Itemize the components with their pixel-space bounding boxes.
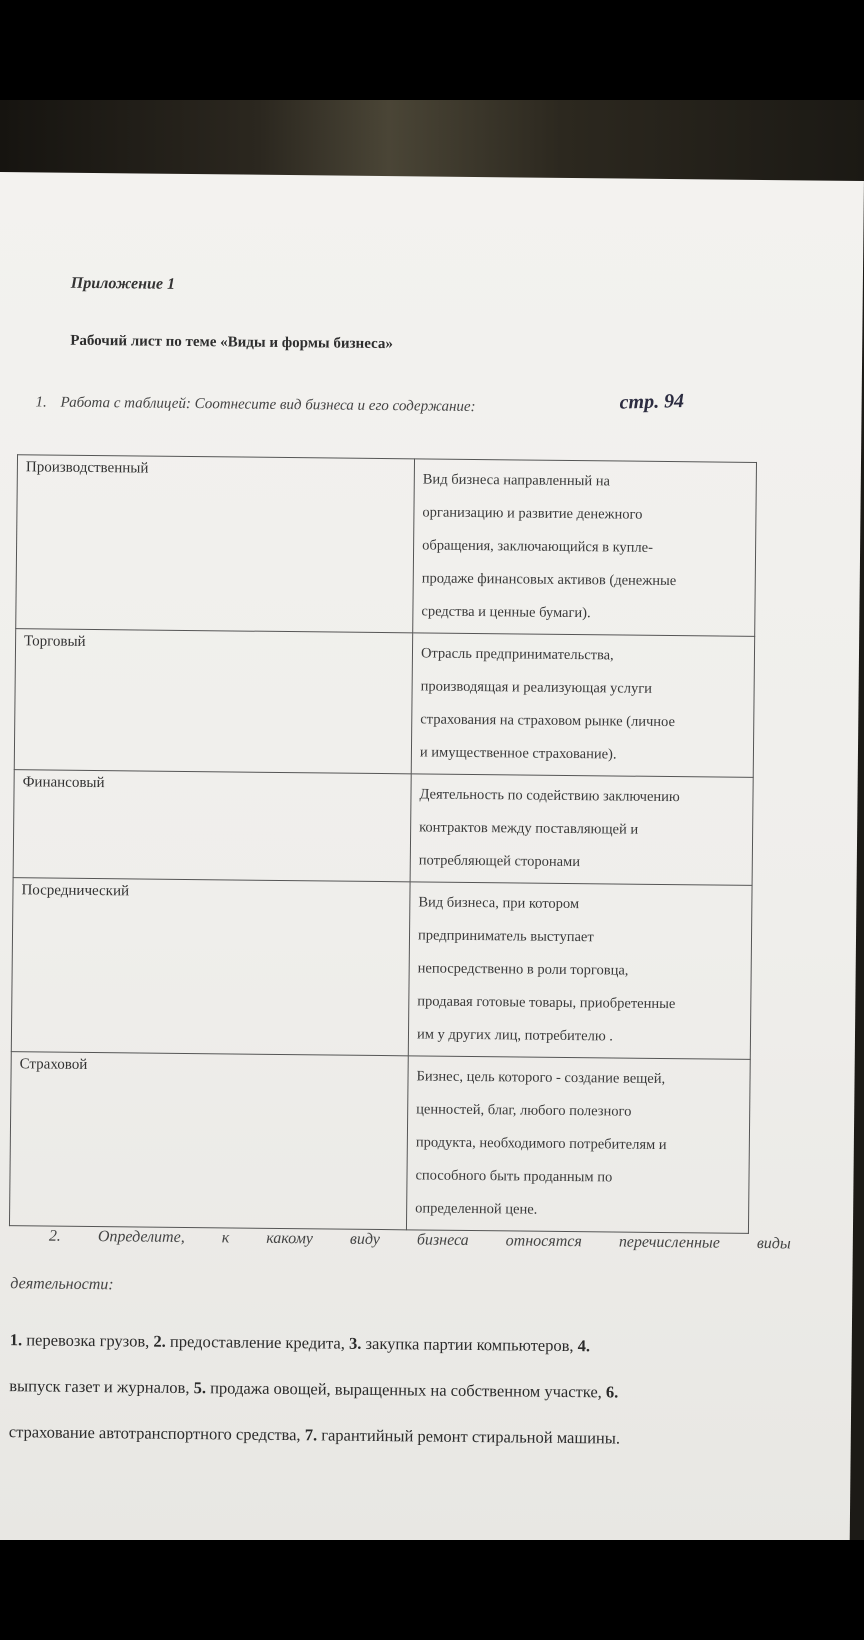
task-2-word: Определите,	[97, 1228, 185, 1246]
description-line: определенной цене.	[415, 1200, 538, 1218]
activity-text: предоставление кредита,	[165, 1331, 350, 1353]
business-type-cell: Посреднический	[11, 878, 410, 1056]
handwritten-page-note: стр. 94	[619, 390, 685, 414]
activity-text: гарантийный ремонт стиральной машины.	[317, 1425, 621, 1448]
description-line: организацию и развитие денежного	[422, 504, 643, 523]
activities-line-1	[10, 1317, 800, 1371]
appendix-label: Приложение 1	[70, 274, 176, 293]
activities-line-2	[9, 1363, 799, 1417]
description-line: Бизнес, цель которого - создание вещей,	[416, 1068, 666, 1088]
description-line: непосредственно в роли торговца,	[417, 960, 629, 979]
table-row	[13, 770, 753, 886]
business-description-cell	[411, 633, 754, 778]
activity-number: 6.	[605, 1382, 619, 1402]
activity-number: 5.	[193, 1378, 207, 1398]
activity-text: закупка партии компьютеров,	[361, 1333, 578, 1356]
description-line: продавая готовые товары, приобретенные	[417, 993, 676, 1013]
activity-text: продажа овощей, выращенных на собственном участке,	[205, 1378, 607, 1402]
activities-line-3	[9, 1409, 799, 1463]
matching-table	[9, 454, 757, 1234]
activity-number: 1.	[9, 1330, 23, 1350]
task-2-word: перечисленные	[618, 1233, 720, 1252]
task-2-line-2: деятельности:	[10, 1275, 114, 1294]
task-2-word: бизнеса	[416, 1231, 469, 1249]
business-description-cell	[406, 1056, 750, 1234]
description-line: предприниматель выступает	[417, 927, 594, 946]
task-2-number: 2.	[48, 1227, 61, 1245]
business-type-cell: Страховой	[9, 1052, 408, 1230]
description-line: производящая и реализующая услуги	[420, 678, 653, 697]
description-line: средства и ценные бумаги).	[421, 603, 591, 622]
activity-number: 4.	[577, 1336, 591, 1356]
task-2-word: какому	[266, 1229, 314, 1248]
task-1-instruction	[35, 394, 475, 416]
photo-frame	[0, 100, 864, 1540]
business-description-cell	[413, 459, 757, 637]
business-type-cell: Производственный	[16, 455, 415, 633]
description-line: Отрасль предпринимательства,	[420, 645, 614, 664]
activity-number: 2.	[153, 1331, 166, 1351]
description-line: потребляющей сторонами	[418, 852, 581, 871]
activity-number: 7.	[304, 1425, 318, 1445]
description-line: контрактов между поставляющей и	[419, 819, 639, 838]
worksheet-title: Рабочий лист по теме «Виды и формы бизнеса»	[70, 332, 394, 353]
activity-text: перевозка грузов,	[22, 1330, 154, 1351]
description-line: и имущественное страхование).	[419, 744, 617, 763]
worksheet-page	[0, 172, 864, 1540]
description-line: продукта, необходимого потребителям и	[415, 1134, 667, 1154]
business-description-cell	[408, 882, 752, 1060]
description-line: Вид бизнеса, при котором	[418, 894, 580, 913]
task-1-number: 1.	[35, 394, 47, 411]
description-line: обращения, заключающийся в купле-	[422, 537, 654, 556]
table-row	[11, 878, 752, 1060]
table-row	[14, 629, 754, 778]
description-line: способного быть проданным по	[415, 1167, 613, 1186]
business-type-cell: Торговый	[14, 629, 412, 774]
description-line: им у других лиц, потребителю .	[416, 1026, 614, 1045]
activity-text: выпуск газет и журналов,	[9, 1376, 194, 1398]
table-row	[9, 1052, 750, 1234]
task-2-line-1	[11, 1212, 791, 1268]
description-line: Вид бизнеса направленный на	[422, 471, 611, 490]
task-2-word: виду	[349, 1230, 380, 1249]
table-row	[16, 455, 757, 637]
activity-text: страхование автотранспортного средства,	[8, 1422, 305, 1445]
description-line: продаже финансовых активов (денежные	[421, 570, 677, 590]
task-2-word: к	[221, 1229, 230, 1247]
description-line: ценностей, благ, любого полезного	[416, 1101, 632, 1120]
activity-number: 3.	[348, 1333, 362, 1353]
description-line: Деятельность по содействию заключению	[419, 786, 680, 806]
description-line: страхования на страховом рынке (личное	[420, 711, 676, 731]
business-type-cell: Финансовый	[13, 770, 411, 882]
task-2-instruction	[10, 1212, 791, 1316]
activities-list	[9, 1317, 800, 1463]
business-description-cell	[410, 774, 753, 886]
task-2-word: относятся	[505, 1232, 582, 1251]
task-1-text: Работа с таблицей: Соотнесите вид бизнеса и его содержание:	[60, 394, 476, 415]
task-2-word: виды	[756, 1234, 791, 1253]
